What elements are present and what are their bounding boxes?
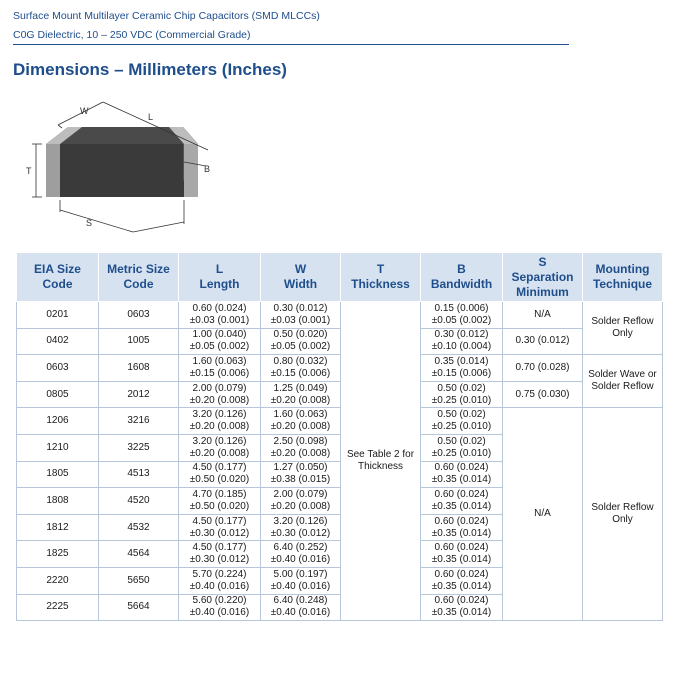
length-cell: 5.60 (0.220) ±0.40 (0.016) xyxy=(179,594,261,621)
eia-size-cell: 1206 xyxy=(17,408,99,435)
header-width: W Width xyxy=(261,253,341,302)
eia-size-cell: 2220 xyxy=(17,567,99,594)
table-header-row xyxy=(17,253,663,302)
document-subtitle: Surface Mount Multilayer Ceramic Chip Capacitors (SMD MLCCs) xyxy=(13,10,320,22)
metric-size-cell: 4564 xyxy=(99,541,179,568)
width-cell: 5.00 (0.197) ±0.40 (0.016) xyxy=(261,567,341,594)
bandwidth-cell: 0.60 (0.024) ±0.35 (0.014) xyxy=(421,488,503,515)
eia-size-cell: 1210 xyxy=(17,434,99,461)
separation-cell: 0.70 (0.028) xyxy=(503,355,583,382)
bandwidth-cell: 0.60 (0.024) ±0.35 (0.014) xyxy=(421,594,503,621)
header-eia-size: EIA Size Code xyxy=(17,253,99,302)
width-cell: 6.40 (0.252) ±0.40 (0.016) xyxy=(261,541,341,568)
l-label: L xyxy=(148,112,154,122)
capacitor-dimension-diagram xyxy=(18,92,218,244)
bandwidth-cell: 0.15 (0.006) ±0.05 (0.002) xyxy=(421,302,503,329)
bandwidth-cell: 0.50 (0.02) ±0.25 (0.010) xyxy=(421,381,503,408)
metric-size-cell: 5664 xyxy=(99,594,179,621)
metric-size-cell: 4532 xyxy=(99,514,179,541)
bandwidth-cell: 0.35 (0.014) ±0.15 (0.006) xyxy=(421,355,503,382)
eia-size-cell: 0402 xyxy=(17,328,99,355)
width-cell: 0.50 (0.020) ±0.05 (0.002) xyxy=(261,328,341,355)
width-cell: 1.25 (0.049) ±0.20 (0.008) xyxy=(261,381,341,408)
eia-size-cell: 2225 xyxy=(17,594,99,621)
table-row xyxy=(17,408,663,435)
bandwidth-cell: 0.50 (0.02) ±0.25 (0.010) xyxy=(421,434,503,461)
thickness-cell: See Table 2 for Thickness xyxy=(341,302,421,621)
length-cell: 0.60 (0.024) ±0.03 (0.001) xyxy=(179,302,261,329)
document-subtitle-dielectric: C0G Dielectric, 10 – 250 VDC (Commercial Grade) xyxy=(13,29,251,41)
table-body xyxy=(17,302,663,621)
mounting-cell: Solder Wave or Solder Reflow xyxy=(583,355,663,408)
metric-size-cell: 3225 xyxy=(99,434,179,461)
eia-size-cell: 1805 xyxy=(17,461,99,488)
metric-size-cell: 0603 xyxy=(99,302,179,329)
width-cell: 2.50 (0.098) ±0.20 (0.008) xyxy=(261,434,341,461)
length-cell: 4.50 (0.177) ±0.30 (0.012) xyxy=(179,514,261,541)
mounting-cell: Solder Reflow Only xyxy=(583,302,663,355)
bandwidth-cell: 0.60 (0.024) ±0.35 (0.014) xyxy=(421,567,503,594)
header-length: L Length xyxy=(179,253,261,302)
metric-size-cell: 4520 xyxy=(99,488,179,515)
bandwidth-cell: 0.30 (0.012) ±0.10 (0.004) xyxy=(421,328,503,355)
metric-size-cell: 1005 xyxy=(99,328,179,355)
b-label: B xyxy=(204,164,211,174)
metric-size-cell: 5650 xyxy=(99,567,179,594)
length-cell: 4.50 (0.177) ±0.50 (0.020) xyxy=(179,461,261,488)
eia-size-cell: 0603 xyxy=(17,355,99,382)
width-cell: 6.40 (0.248) ±0.40 (0.016) xyxy=(261,594,341,621)
length-cell: 1.00 (0.040) ±0.05 (0.002) xyxy=(179,328,261,355)
w-label: W xyxy=(80,106,89,116)
length-cell: 2.00 (0.079) ±0.20 (0.008) xyxy=(179,381,261,408)
metric-size-cell: 2012 xyxy=(99,381,179,408)
width-cell: 1.60 (0.063) ±0.20 (0.008) xyxy=(261,408,341,435)
dimensions-table xyxy=(16,252,663,621)
table-row xyxy=(17,355,663,382)
table-row xyxy=(17,328,663,355)
separation-cell: 0.75 (0.030) xyxy=(503,381,583,408)
length-cell: 3.20 (0.126) ±0.20 (0.008) xyxy=(179,434,261,461)
header-separation: S Separation Minimum xyxy=(503,253,583,302)
header-metric-size: Metric Size Code xyxy=(99,253,179,302)
bandwidth-cell: 0.50 (0.02) ±0.25 (0.010) xyxy=(421,408,503,435)
header-mounting: Mounting Technique xyxy=(583,253,663,302)
bandwidth-cell: 0.60 (0.024) ±0.35 (0.014) xyxy=(421,461,503,488)
mounting-cell: Solder Reflow Only xyxy=(583,408,663,621)
bandwidth-cell: 0.60 (0.024) ±0.35 (0.014) xyxy=(421,514,503,541)
separation-cell: N/A xyxy=(503,408,583,621)
section-title: Dimensions – Millimeters (Inches) xyxy=(13,60,287,79)
table-row xyxy=(17,381,663,408)
header-bandwidth: B Bandwidth xyxy=(421,253,503,302)
length-cell: 4.50 (0.177) ±0.30 (0.012) xyxy=(179,541,261,568)
eia-size-cell: 1812 xyxy=(17,514,99,541)
length-cell: 4.70 (0.185) ±0.50 (0.020) xyxy=(179,488,261,515)
separation-cell: N/A xyxy=(503,302,583,329)
width-cell: 3.20 (0.126) ±0.30 (0.012) xyxy=(261,514,341,541)
metric-size-cell: 1608 xyxy=(99,355,179,382)
length-cell: 5.70 (0.224) ±0.40 (0.016) xyxy=(179,567,261,594)
eia-size-cell: 1808 xyxy=(17,488,99,515)
separation-cell: 0.30 (0.012) xyxy=(503,328,583,355)
width-cell: 1.27 (0.050) ±0.38 (0.015) xyxy=(261,461,341,488)
header-divider xyxy=(13,44,569,45)
metric-size-cell: 4513 xyxy=(99,461,179,488)
header-thickness: T Thickness xyxy=(341,253,421,302)
width-cell: 2.00 (0.079) ±0.20 (0.008) xyxy=(261,488,341,515)
width-cell: 0.30 (0.012) ±0.03 (0.001) xyxy=(261,302,341,329)
s-label: S xyxy=(86,218,93,228)
metric-size-cell: 3216 xyxy=(99,408,179,435)
eia-size-cell: 0201 xyxy=(17,302,99,329)
length-cell: 3.20 (0.126) ±0.20 (0.008) xyxy=(179,408,261,435)
table-row xyxy=(17,302,663,329)
eia-size-cell: 1825 xyxy=(17,541,99,568)
bandwidth-cell: 0.60 (0.024) ±0.35 (0.014) xyxy=(421,541,503,568)
width-cell: 0.80 (0.032) ±0.15 (0.006) xyxy=(261,355,341,382)
t-label: T xyxy=(26,166,32,176)
eia-size-cell: 0805 xyxy=(17,381,99,408)
length-cell: 1.60 (0.063) ±0.15 (0.006) xyxy=(179,355,261,382)
